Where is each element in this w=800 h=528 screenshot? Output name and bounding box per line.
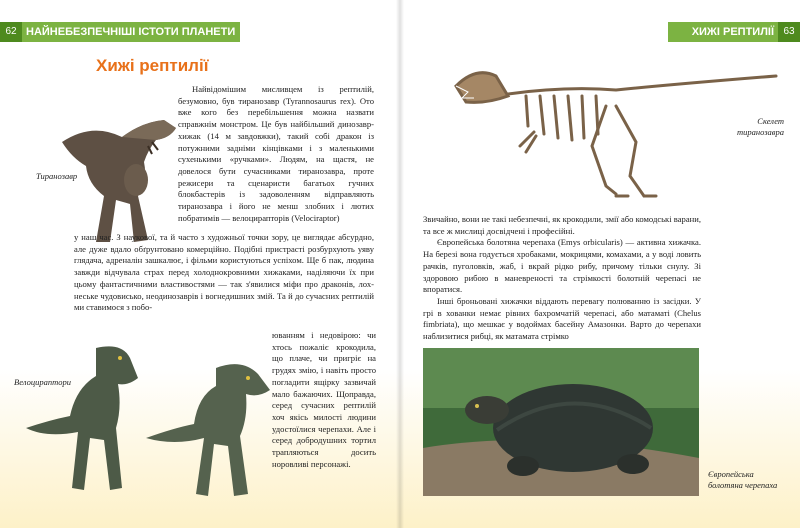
paragraph-comparison: Звичайно, вони не такі небезпечні, як крокодили, змії або комодські варани, та все ж мислиці досвідчені і професійні. <box>423 214 701 236</box>
paragraph-films: у наш час. З наукової, та й часто з художньої точки зору, це виглядає абсурдно, але дуже вдало обґрунтовано комерційно. Подібні пристрасті розбурхують уяву глядача, адреналін зашкалює, і фільми користуються успіхом. Ще б пак, людина завжди відчувала страх перед холоднокровними хижаками, наділяючи їх при цьому фантастичними властивостями — так з'явилися міфи про драконів, лох-неське чудовисько, неодинозаврів і вогнедишних змій. Та й до сучасних рептилій ми ставимося з побо- <box>74 232 374 313</box>
paragraph-european-turtle: Європейська болотяна черепаха (Emys orbicularis) — активна хижачка. На березі вона годується хробаками, мокрицями, комахами, а у воді ловить рачків, пуголовків, жаб, і вкрай рідко рибу, причому тільки снулу. Зі здоровою рибою в маневреності та стрімкості болотній черепасі не впоратися. <box>423 237 701 295</box>
caption-skeleton: Скелет тиранозавра <box>737 116 784 137</box>
right-running-title: ХИЖІ РЕПТИЛІЇ <box>691 26 774 38</box>
paragraph-turtles-intro: юванням і недовірою: чи хтось пожаліє крокодила, що плаче, чи пригріє на грудях змію, і навіть просто погладити ящірку зазвичай мало бажаючих. Щоправда, серед сучасних рептилій хоч якісь милості людини удостоїлися черепахи. Але і серед добродушних тортил трапляються досить норовливі персонажі. <box>272 330 376 469</box>
gutter <box>396 0 404 528</box>
right-text-block <box>423 214 701 343</box>
velociraptors-image <box>26 328 286 500</box>
european-pond-turtle-image <box>423 348 699 496</box>
right-page-number: 63 <box>778 22 800 42</box>
paragraph-tyrannosaurus: Найвідомішим мисливцем із рептилій, безумовно, був тиранозавр (Tyrannosaurus rex). Ото вже кого без перебільшення можна назвати справжнім монстром. Це був найбільший динозавр-хижак (14 м завдовжки), такий собі дракон із потужними задніми кінцівками і з маленькими сухенькими «ручками». Людям, на щастя, не довелося бути сучасниками тиранозавра, проте режисери та сценаристи багатьох гучних блокбастерів із задоволенням відправляють тиранозаврa і його не менш злобних і лютих побратимів — велоцирапторів (Velociraptor) <box>178 84 374 223</box>
section-title: Хижі рептилії <box>96 56 209 75</box>
left-running-title: НАЙНЕБЕЗПЕЧНІШІ ІСТОТИ ПЛАНЕТИ <box>26 26 236 38</box>
caption-turtle: Європейська болотяна черепаха <box>708 469 778 490</box>
caption-velociraptors: Велоцираптори <box>14 377 71 387</box>
caption-tyrannosaurus: Тиранозавр <box>36 171 78 181</box>
left-page-number: 62 <box>0 22 22 42</box>
paragraph-matamata: Інші броньовані хижачки віддають перевагу полюванню із засідки. У грі в хованки немає рівних бахромчатій черепасі, або матаматі (Chelus fimbriata), що мешкає у водоймах басейну Амазонки. Варто до черепахи наблизитися рибці, як матамата стрімко <box>423 295 701 342</box>
